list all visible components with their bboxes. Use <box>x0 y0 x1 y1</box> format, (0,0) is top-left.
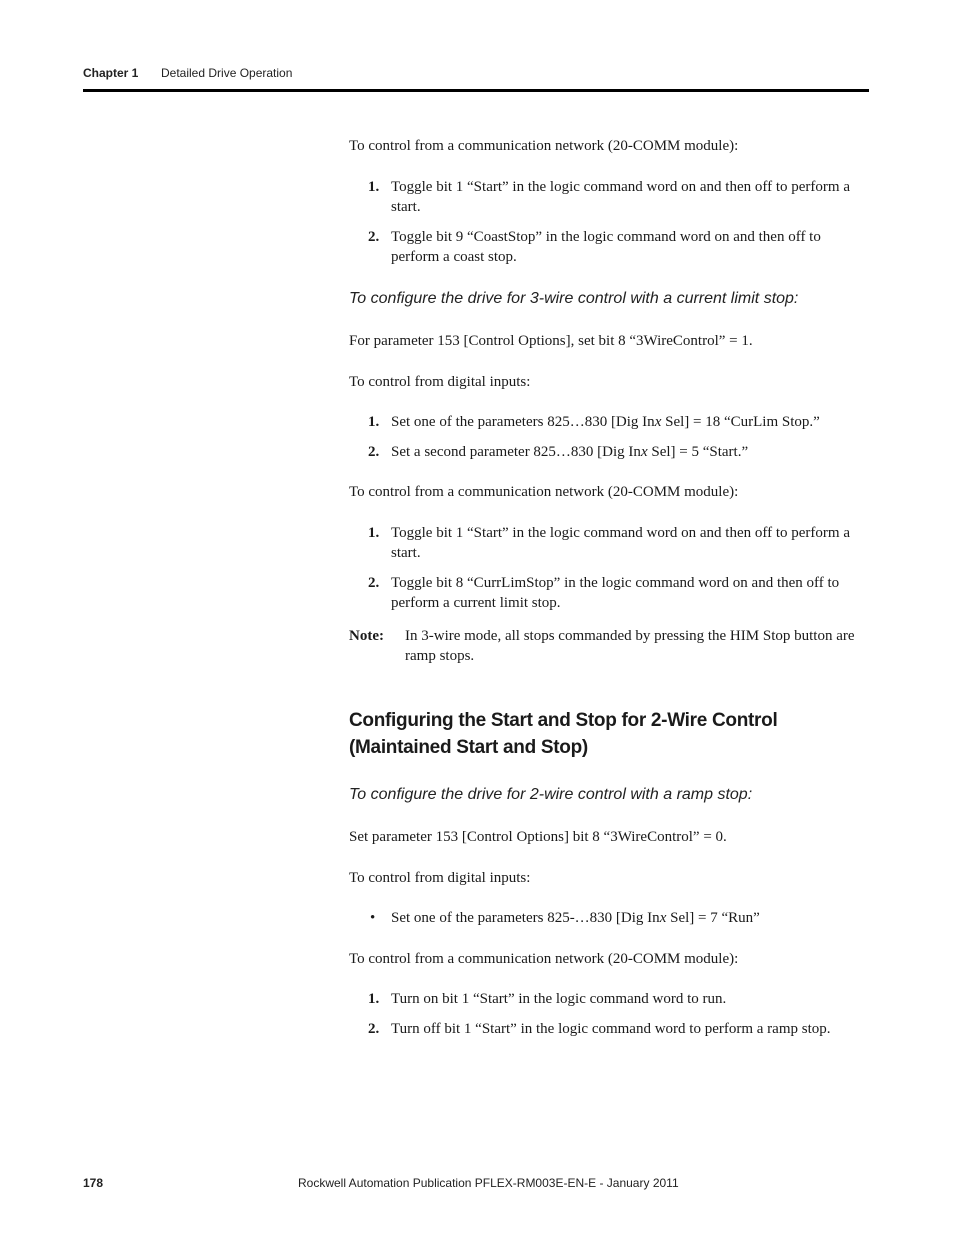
note-label: Note: <box>349 628 384 644</box>
chapter-label: Chapter 1 <box>83 66 139 80</box>
paragraph: To control from a communication network (20-COMM module): <box>349 138 739 154</box>
paragraph: To control from digital inputs: <box>349 374 531 390</box>
paragraph: To control from a communication network (20-COMM module): <box>349 484 739 500</box>
paragraph: For parameter 153 [Control Options], set bit 8 “3WireControl” = 1. <box>349 333 753 349</box>
paragraph: To control from a communication network (20-COMM module): <box>349 951 739 967</box>
section-heading: Configuring the Start and Stop for 2-Wire Control (Maintained Start and Stop) <box>349 710 778 758</box>
paragraph: To control from digital inputs: <box>349 870 531 886</box>
note-text: In 3-wire mode, all stops commanded by pressing the HIM Stop button are ramp stops. <box>405 628 855 664</box>
page-number: 178 <box>83 1176 104 1190</box>
header-rule <box>83 89 869 92</box>
section-label: Detailed Drive Operation <box>161 66 293 80</box>
procedure-title: To configure the drive for 2-wire control with a ramp stop: <box>349 786 753 803</box>
publication-footer: Rockwell Automation Publication PFLEX-RM003E-EN-E - January 2011 <box>298 1176 679 1190</box>
paragraph: Set parameter 153 [Control Options] bit 8 “3WireControl” = 0. <box>349 829 727 845</box>
procedure-title: To configure the drive for 3-wire control with a current limit stop: <box>349 290 799 307</box>
running-header <box>83 66 293 80</box>
